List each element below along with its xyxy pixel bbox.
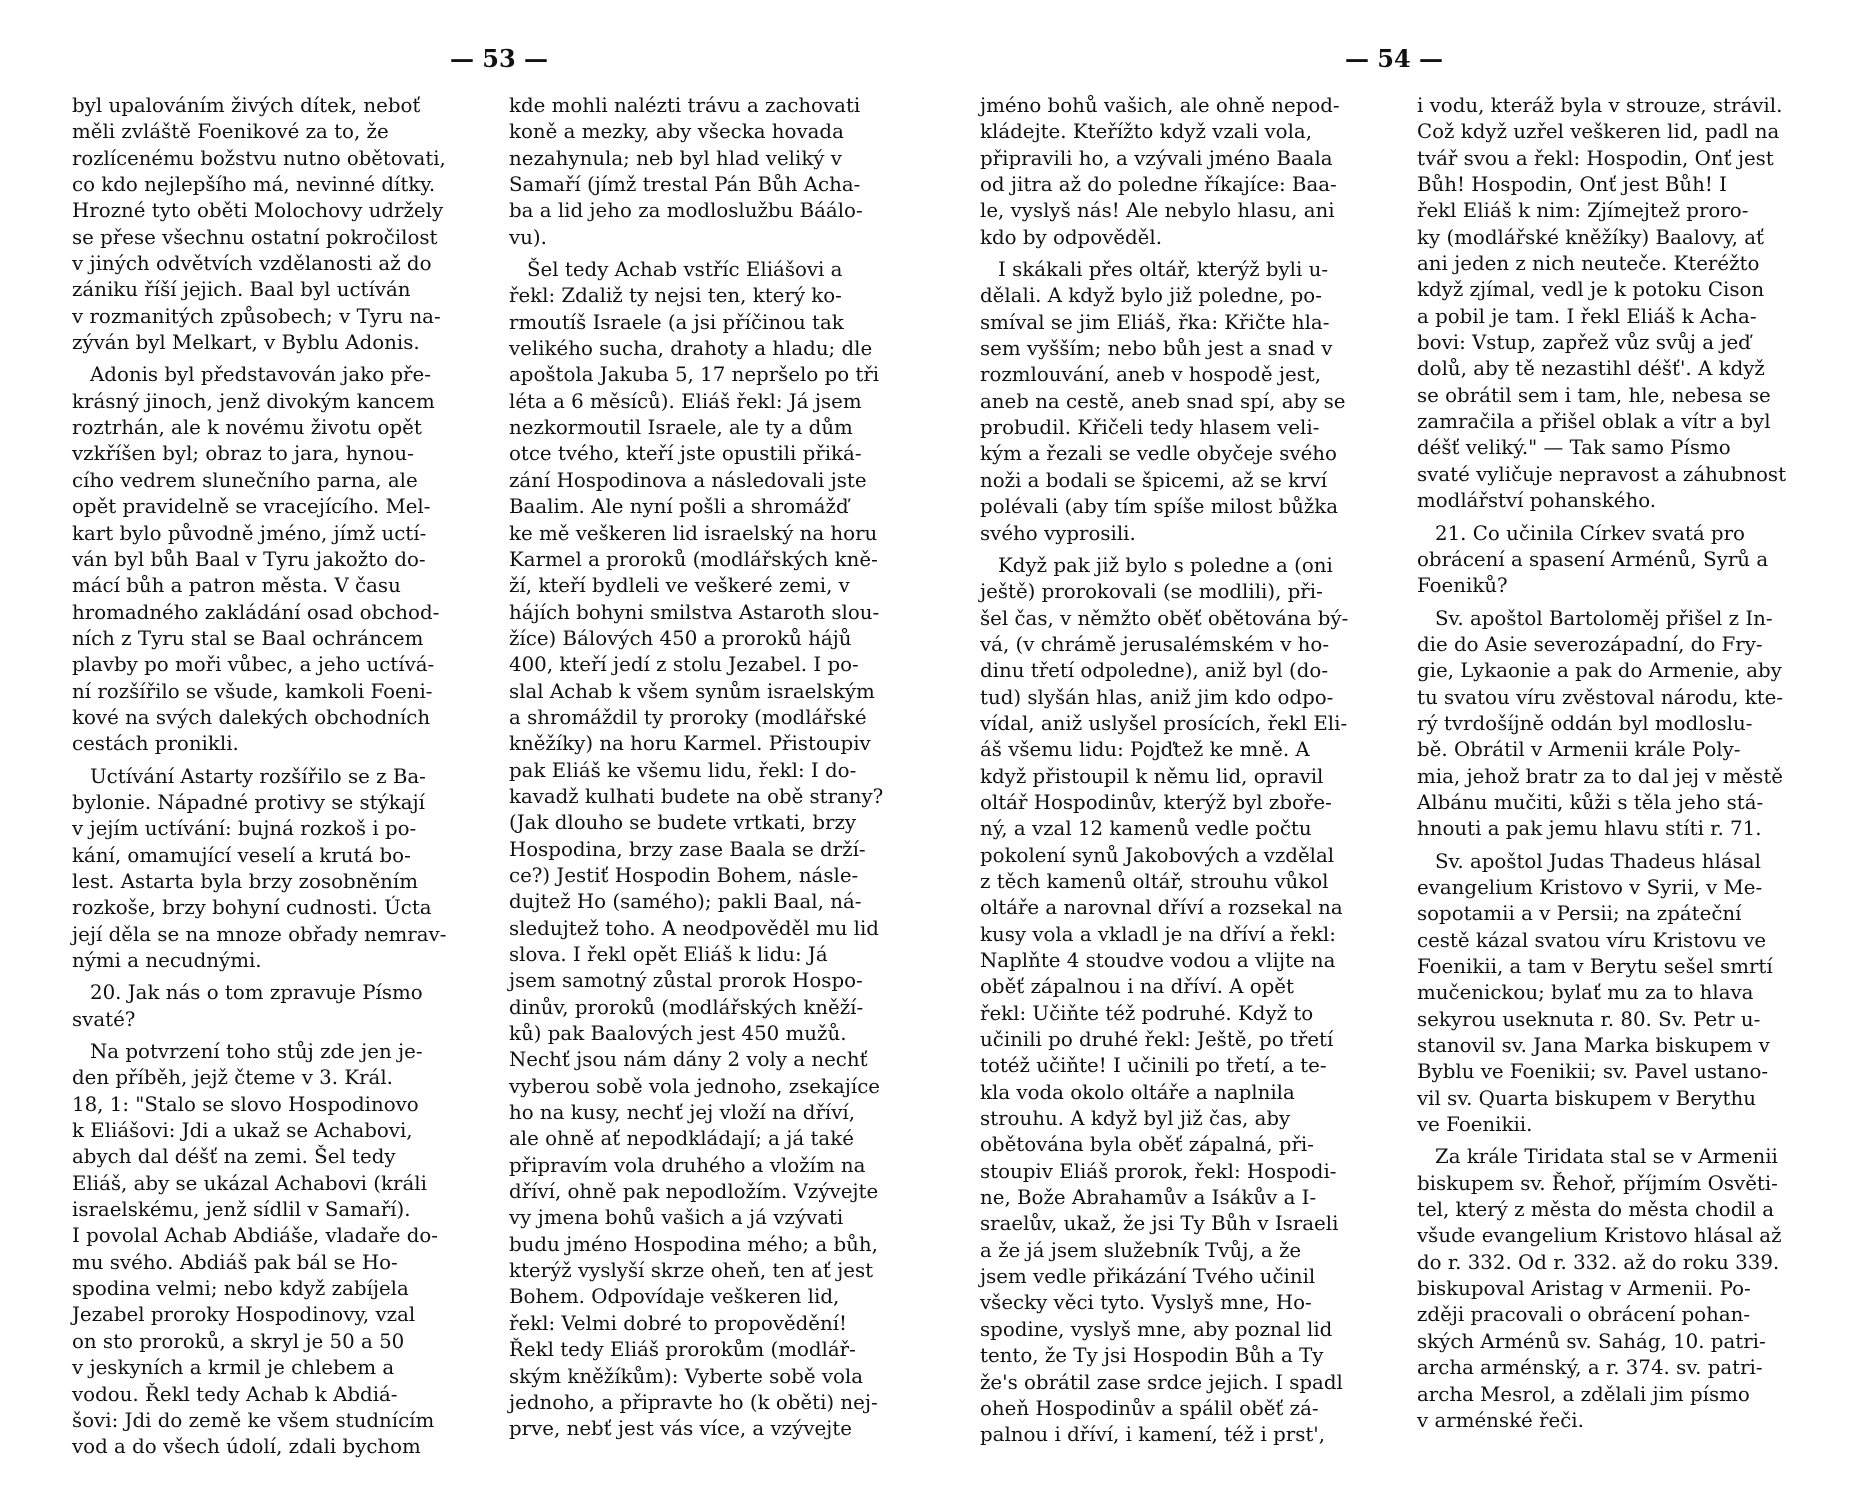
text-line: ba a lid jeho za modloslužbu Báálo- [509,199,863,223]
text-line: měli zvláště Foenikové za to, že [72,120,389,144]
text-line: v rozmanitých způsobech; v Tyru na- [72,304,441,328]
text-line: Foeniků? [1417,574,1508,598]
text-line: slal Achab k všem synům israelským [509,679,875,703]
text-line: abych dal déšť na zemi. Šel tedy [72,1145,396,1169]
paragraph [1417,849,1791,1139]
text-line: gie, Lykaonie a pak do Armenie, aby [1417,659,1782,683]
text-line: déšť veliký." — Tak samo Písmo [1417,436,1731,460]
paragraph [72,980,446,1033]
text-line: 18, 1: "Stalo se slovo Hospodinovo [72,1092,419,1116]
text-line: ky (modlářské kněžíky) Baalovy, ať [1417,225,1764,249]
text-line: Samaří (jímž trestal Pán Bůh Acha- [509,173,861,197]
text-line: rý tvrdošíjně oddán byl modloslu- [1417,711,1753,735]
text-line: rozmlouvání, aneb v hospodě jest, [980,363,1322,387]
text-line: i vodu, kteráž byla v strouze, strávil. [1417,94,1783,117]
text-line: die do Asie severozápadní, do Fry- [1417,632,1763,656]
text-line: lest. Astarta byla brzy zosobněním [72,869,418,893]
text-line: 21. Co učinila Církev svatá pro [1435,521,1745,545]
text-line: řekl: Učiňte též podruhé. Když to [980,1001,1314,1025]
text-line: cestě kázal svatou víru Kristovu ve [1417,928,1767,952]
text-line: aneb na cestě, aneb snad spí, aby se [980,389,1346,413]
text-line: Eliáš, aby se ukázal Achabovi (králi [72,1171,427,1195]
text-line: a že já jsem služebník Tvůj, a že [980,1238,1302,1262]
text-line: šovi: Jdi do země ke všem studnícím [72,1408,435,1432]
text-line: obětována byla oběť zápalná, při- [980,1133,1314,1157]
paragraph [72,93,446,356]
text-line: a shromáždil ty proroky (modlářské [509,705,867,729]
text-line: vzkříšen byl; obraz to jara, hynou- [72,442,414,466]
text-line: sopotamii a v Persii; na zpáteční [1417,902,1742,926]
text-line: byl upalováním živých dítek, neboť [72,94,421,117]
text-line: stoupiv Eliáš prorok, řekl: Hospodi- [980,1159,1337,1183]
text-line: v jeskyních a krmil je chlebem a [72,1356,395,1380]
text-line: Hospodina, brzy zase Baala se drží- [509,837,866,861]
text-line: hnouti a pak jemu hlavu stíti r. 71. [1417,817,1762,841]
text-line: vy jmena bohů vašich a já vzývati [509,1206,844,1230]
text-line: strouhu. A když byl již čas, aby [980,1107,1291,1131]
paragraph [509,93,883,251]
text-line: co kdo nejlepšího má, nevinné dítky. [72,173,436,197]
text-line: kde mohli nalézti trávu a zachovati [509,94,861,117]
text-line: 400, kteří jedí z stolu Jezabel. I po- [509,653,859,677]
text-line: vyberou sobě vola jednoho, zsekajíce [509,1074,881,1098]
text-line: ských Arménů sv. Sahág, 10. patri- [1417,1329,1766,1353]
text-line: modlářství pohanského. [1417,489,1657,513]
text-line: ještě) prorokovali (se modlili), při- [980,580,1323,604]
text-line: Sv. apoštol Bartoloměj přišel z In- [1435,606,1773,630]
text-line: tento, že Ty jsi Hospodin Bůh a Ty [980,1344,1324,1368]
text-line: stanovil sv. Jana Marka biskupem v [1417,1034,1770,1058]
text-line: tud) slyšán hlas, aniž jim kdo odpo- [980,685,1334,709]
text-line: vodou. Řekl tedy Achab k Abdiá- [72,1382,398,1406]
text-line: koně a mezky, aby všecka hovada [509,120,844,144]
text-line: probudil. Křičeli tedy hlasem veli- [980,416,1320,440]
paragraph [509,257,883,1442]
text-line: Baalim. Ale nyní pošli a shromážď [509,495,849,519]
text-line: v arménské řeči. [1417,1408,1584,1432]
text-line: Jezabel proroky Hospodinovy, vzal [72,1303,416,1327]
text-line: Na potvrzení toho stůj zde jen je- [90,1040,423,1064]
text-line: ským kněžíkům): Vyberte sobě vola [509,1364,864,1388]
text-line: bovi: Vstup, zapřež vůz svůj a jeď [1417,331,1751,355]
paragraph [72,764,446,975]
paragraph [980,93,1354,251]
text-line: sraelův, ukaž, že jsi Ty Bůh v Israeli [980,1212,1339,1236]
text-line: že's obrátil zase srdce jejich. I spadl [980,1370,1343,1394]
paragraph [980,257,1354,547]
text-line: zániku říší jejich. Baal byl uctíván [72,278,411,302]
text-line: nými a necudnými. [72,949,262,972]
text-line: cího vedrem slunečního parna, ale [72,468,418,492]
text-line: sledujtež toho. A neodpověděl mu lid [509,916,879,940]
text-line: obrácení a spasení Arménů, Syrů a [1417,547,1769,571]
text-line: pak Eliáš ke všemu lidu, řekl: I do- [509,758,857,782]
text-line: Foenikii, a tam v Berytu sešel smrtí [1417,955,1773,978]
text-line: kterýž vyslyší skrze oheň, ten ať jest [509,1259,874,1283]
text-line: sem vyšším; nebo bůh jest a snad v [980,337,1333,361]
text-line: jméno bohů vašich, ale ohně nepod- [980,94,1340,117]
text-line: Hrozné tyto oběti Molochovy udržely [72,199,444,223]
text-line: od jitra až do poledne říkajíce: Baa- [980,173,1337,197]
text-line: Byblu ve Foenikii; sv. Pavel ustano- [1417,1060,1769,1084]
text-line: spodine, vyslyš mne, aby poznal lid [980,1317,1333,1341]
text-line: oltáře a narovnal dříví a rozsekal na [980,896,1343,920]
text-line: prve, nebť jest vás více, a vzývejte [509,1417,852,1441]
text-line: Sv. apoštol Judas Thadeus hlásal [1435,849,1761,873]
text-line: hromadného zakládání osad obchod- [72,600,440,624]
text-line: palnou i dříví, i kamení, též i prst', [980,1423,1326,1447]
text-line: hájích bohyni smilstva Astaroth slou- [509,600,880,624]
text-line: bě. Obrátil v Armenii krále Poly- [1417,738,1741,762]
text-line: kusy vola a vkladl je na dříví a řekl: [980,922,1336,946]
text-line: spodina velmi; nebo když zabíjela [72,1277,409,1301]
text-line: léta a 6 měsíců). Eliáš řekl: Já jsem [509,389,862,413]
text-line: šel čas, v němžto oběť obětována bý- [980,606,1349,630]
text-line: kdo by odpověděl. [980,225,1162,249]
text-line: zýván byl Melkart, v Byblu Adonis. [72,331,420,355]
text-line: Karmel a proroků (modlářských kně- [509,547,878,571]
text-line: biskupoval Aristag v Armenii. Po- [1417,1277,1751,1301]
text-line: Uctívání Astarty rozšířilo se z Ba- [90,764,426,788]
text-line: cestách pronikli. [72,732,239,756]
text-line: Nechť jsou nám dány 2 voly a nechť [509,1048,868,1072]
text-line: le, vyslyš nás! Ale nebylo hlasu, ani [980,199,1335,223]
text-line: ků) pak Baalových jest 450 mužů. [509,1022,847,1046]
text-line: ke mě veškeren lid israelský na horu [509,521,878,545]
text-line: zději pracovali o obrácení pohan- [1417,1303,1751,1327]
text-line: slova. I řekl opět Eliáš k lidu: Já [509,943,828,966]
text-line: v jiných odvětvích vzdělanosti až do [72,252,432,276]
text-line: svého vyprosili. [980,521,1136,545]
text-line: když přistoupil k němu lid, opravil [980,764,1324,788]
text-line: otce tvého, kteří jste opustili přiká- [509,442,862,466]
text-line: dinu třetí odpoledne), aniž byl (do- [980,659,1329,683]
text-line: kání, omamující veselí a krutá bo- [72,843,411,867]
text-line: ní rozšířilo se všude, kamkoli Foeni- [72,679,433,703]
text-line: a pobil je tam. I řekl Eliáš k Acha- [1417,304,1757,328]
text-line: rozkoše, brzy bohyní cudnosti. Úcta [72,896,432,920]
text-line: řekl: Velmi dobré to propovědění! [509,1311,847,1335]
page-number: — 54 — [1344,44,1444,73]
text-line: archa arménský, a r. 374. sv. patri- [1417,1356,1763,1380]
text-line: rozlícenému božstvu nutno obětovati, [72,146,446,170]
text-line: tu svatou víru zvěstoval národu, kte- [1417,685,1784,709]
page-54 [926,0,1852,1500]
text-line: apoštola Jakuba 5, 17 nepršelo po tři [509,363,880,387]
text-line: Což když uzřel veškeren lid, padl na [1417,120,1780,144]
text-line: archa Mesrol, a zdělali jim písmo [1417,1382,1750,1406]
text-line: polévali (aby tím spíše milost bůžka [980,495,1339,519]
text-line: všude evangelium Kristovo hlásal až [1417,1224,1782,1248]
text-line: řekl Eliáš k nim: Zjímejtež proro- [1417,199,1749,223]
text-line: velikého sucha, drahoty a hladu; dle [509,337,873,361]
paragraph [72,1039,446,1461]
text-line: vídal, aniž uslyšel prosících, řekl Eli- [980,711,1348,735]
text-line: biskupem sv. Řehoř, příjmím Osvěti- [1417,1171,1778,1195]
text-line: Za krále Tiridata stal se v Armenii [1435,1145,1778,1169]
text-line: nezahynula; neb byl hlad veliký v [509,146,842,170]
text-line: sekyrou useknuta r. 80. Sv. Petr u- [1417,1007,1761,1031]
text-line: kým a řezali se vedle obyčeje svého [980,442,1337,466]
paragraph [1417,1144,1791,1434]
text-line: (Jak dlouho se budete vrtkati, brzy [509,811,857,835]
text-line: vu). [509,225,547,249]
text-line: opět pravidelně se vracejícího. Mel- [72,495,431,519]
text-line: se přese všechnu ostatní pokročilost [72,225,438,249]
paragraph [1417,521,1791,600]
text-line: Bůh! Hospodin, Onť jest Bůh! I [1417,173,1727,197]
text-line: Když pak již bylo s poledne a (oni [998,553,1333,577]
paragraph [72,362,446,757]
text-line: žíce) Bálových 450 a proroků hájů [509,626,852,650]
text-line: mu svého. Abdiáš pak bál se Ho- [72,1250,398,1274]
text-line: všecky věci tyto. Vyslyš mne, Ho- [980,1291,1312,1315]
page-number: — 53 — [449,44,549,73]
text-line: mácí bůh a patron města. V času [72,574,401,598]
text-line: její děla se na mnoze obřady nemrav- [72,922,447,946]
text-line: oběť zápalnou i na dříví. A opět [980,975,1294,999]
text-line: kart bylo původně jméno, jímž uctí- [72,521,427,545]
text-line: učinili po druhé řekl: Ještě, po třetí [980,1028,1334,1052]
text-column-2 [509,93,883,1449]
text-column-3 [980,93,1354,1455]
text-line: pokolení synů Jakobových a vzdělal [980,843,1335,867]
text-line: oheň Hospodinův a spálil oběť zá- [980,1396,1319,1420]
text-line: krásný jinoch, jenž divokým kancem [72,389,435,413]
text-line: ží, kteří bydleli ve veškeré zemi, v [509,574,850,598]
text-line: kněžíky) na horu Karmel. Přistoupiv [509,732,871,756]
text-line: dujtež Ho (samého); pakli Baal, ná- [509,890,862,914]
text-line: den příběh, jejž čteme v 3. Král. [72,1066,393,1090]
text-line: plavby po moři vůbec, a jeho uctívá- [72,653,435,677]
text-line: totéž učiňte! I učinili po třetí, a te- [980,1054,1327,1078]
text-line: ale ohně ať nepodkládají; a já také [509,1127,854,1151]
text-line: jednoho, a připravte ho (k oběti) nej- [509,1390,878,1414]
text-line: 20. Jak nás o tom zpravuje Písmo [90,981,423,1005]
paragraph [1417,606,1791,843]
text-line: Bohem. Odpovídaje veškeren lid, [509,1285,840,1309]
text-line: Řekl tedy Eliáš prorokům (modlář- [509,1338,856,1362]
text-line: jsem vedle přikázání Tvého učinil [980,1265,1316,1289]
text-line: oltář Hospodinův, kterýž byl zboře- [980,790,1332,814]
text-line: ho na kusy, nechť jej vloží na dříví, [509,1101,856,1125]
text-line: řekl: Zdaliž ty nejsi ten, který ko- [509,284,842,308]
text-line: ce?) Jestiť Hospodin Bohem, násle- [509,863,859,887]
text-line: k Eliášovi: Jdi a ukaž se Achabovi, [72,1119,413,1143]
text-line: dělali. A když bylo již poledne, po- [980,284,1322,308]
text-line: dinův, proroků (modlářských kněží- [509,995,864,1019]
text-line: mia, jehož bratr za to dal jej v městě [1417,764,1783,788]
text-line: bylonie. Nápadné protivy se stýkají [72,790,425,814]
paragraph [980,553,1354,1449]
text-line: ván byl bůh Baal v Tyru jakožto do- [72,547,426,571]
text-line: ních z Tyru stal se Baal ochráncem [72,626,424,650]
text-line: dříví, ohně pak nepodložím. Vzývejte [509,1180,879,1204]
text-line: nezkormoutil Israele, ale ty a dům [509,416,853,440]
text-line: Šel tedy Achab vstříc Eliášovi a [527,258,843,282]
text-line: ne, Bože Abrahamův a Isákův a I- [980,1186,1317,1210]
text-line: ani jeden z nich neuteče. Kteréžto [1417,252,1760,276]
text-line: vil sv. Quarta biskupem v Berythu [1417,1086,1756,1110]
text-line: svaté vyličuje nepravost a záhubnost [1417,462,1787,486]
text-line: smíval se jim Eliáš, řka: Křičte hla- [980,310,1330,334]
text-line: rmoutíš Israele (a jsi příčinou tak [509,310,844,334]
text-line: tel, který z města do města chodil a [1417,1198,1775,1222]
text-line: israelskému, jenž sídlil v Samaří). [72,1198,411,1222]
text-line: kové na svých dalekých obchodních [72,705,431,729]
text-line: do r. 332. Od r. 332. až do roku 339. [1417,1250,1780,1274]
text-line: dolů, aby tě nezastihl déšť'. A když [1417,357,1765,381]
text-line: evangelium Kristovo v Syrii, v Me- [1417,875,1763,899]
text-line: vá, (v chrámě jerusalémském v ho- [980,632,1330,656]
text-line: kla voda okolo oltáře a naplnila [980,1080,1295,1104]
text-line: ný, a vzal 12 kamenů vedle počtu [980,817,1312,841]
paragraph [1417,93,1791,515]
text-line: Albánu mučiti, kůži s těla jeho stá- [1417,790,1764,814]
text-line: když zjímal, vedl je k potoku Cison [1417,278,1765,302]
text-line: se obrátil sem i tam, hle, nebesa se [1417,383,1771,407]
text-line: v jejím uctívání: bujná rozkoš i po- [72,817,417,841]
text-column-4 [1417,93,1791,1440]
text-line: noži a bodali se špicemi, až se krví [980,468,1328,492]
text-column-1 [72,93,446,1467]
text-line: mučenickou; bylať mu za to hlava [1417,981,1754,1005]
text-line: jsem samotný zůstal prorok Hospo- [509,969,863,993]
text-line: připravím vola druhého a vložím na [509,1153,866,1177]
text-line: áš všemu lidu: Pojďtež ke mně. A [980,738,1310,762]
text-line: připravili ho, a vzývali jméno Baala [980,146,1333,170]
text-line: tvář svou a řekl: Hospodin, Onť jest [1417,146,1774,170]
text-line: kavadž kulhati budete na obě strany? [509,784,884,808]
text-line: zamračila a přišel oblak a vítr a byl [1417,410,1771,434]
text-line: kládejte. Kteřížto když vzali vola, [980,120,1312,144]
text-line: Naplňte 4 stoudve vodou a vlijte na [980,949,1336,972]
text-line: z těch kamenů oltář, strouhu vůkol [980,869,1329,893]
text-line: I skákali přes oltář, kterýž byli u- [998,258,1329,282]
text-line: zání Hospodinova a následovali jste [509,468,867,492]
text-line: roztrhán, ale k novému životu opět [72,416,422,440]
text-line: Adonis byl představován jako pře- [90,363,431,387]
text-line: ve Foenikii. [1417,1113,1533,1137]
text-line: budu jméno Hospodina mého; a bůh, [509,1232,878,1256]
text-line: I povolal Achab Abdiáše, vladaře do- [72,1224,438,1248]
text-line: on sto proroků, a skryl je 50 a 50 [72,1329,405,1353]
text-line: vod a do všech údolí, zdali bychom [72,1435,421,1459]
text-line: svaté? [72,1007,136,1031]
